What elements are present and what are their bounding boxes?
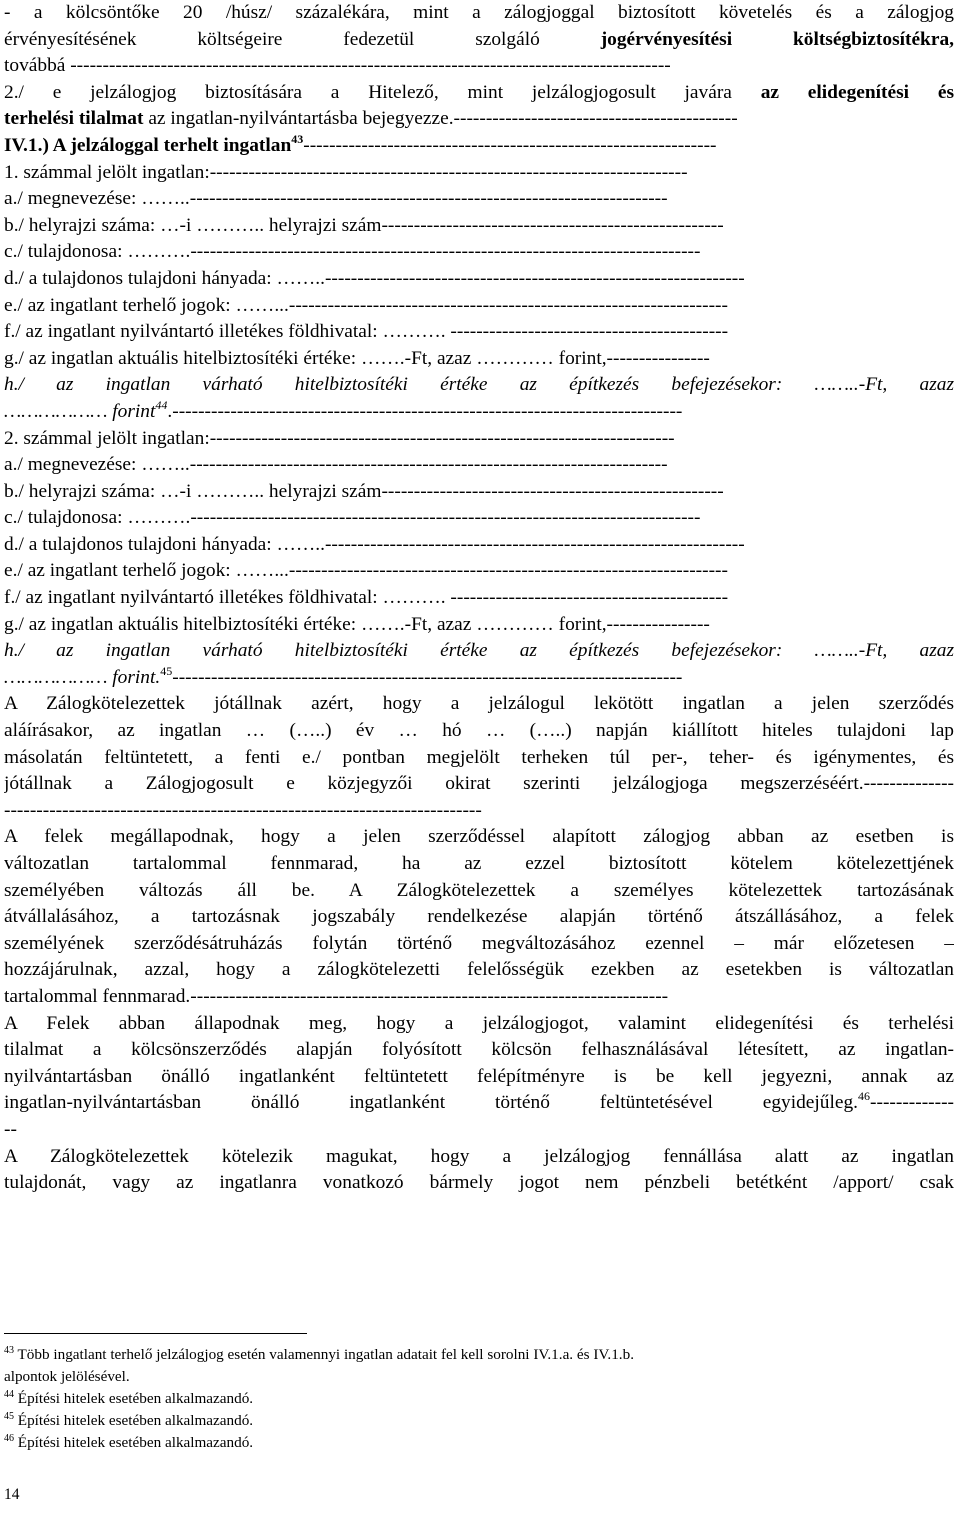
text-run: -------------: [870, 1092, 954, 1114]
footnote-text: Több ingatlant terhelő jelzálogjog esetén valamennyi ingatlan adatait fel kell sorolni IV.1.a. és IV.1.b.: [17, 1346, 634, 1363]
text-line: d./ a tulajdonos tulajdoni hányada: ……..-----------------------------------------------------------------: [4, 267, 745, 289]
text-line: 2. számmal jelölt ingatlan:------------------------------------------------------------------------: [4, 427, 675, 449]
footnote-text: Építési hitelek esetében alkalmazandó.: [17, 1390, 254, 1407]
text-line: A Zálogkötelezettek kötelezik magukat, hogy a jelzálogjog fennállása alatt az ingatlan: [4, 1145, 954, 1167]
text-line: c./ tulajdonosa: ……….-------------------------------------------------------------------------------: [4, 507, 701, 529]
footnote-text: alpontok jelölésével.: [4, 1368, 130, 1385]
text-line: tulajdonát, vagy az ingatlanra vonatkozó bármely jogot nem pénzbeli betétként /apport/ csak: [4, 1172, 954, 1194]
text-line: jótállnak a Zálogjogosult e közjegyzői okirat szerinti jelzálogjoga megszerzéséért.--------------: [4, 773, 954, 795]
text-line: [4, 638, 954, 665]
text-run: ----------------------------------------------------------------: [303, 134, 717, 156]
text-run: h./ az ingatlan várható hitelbiztosítéki értéke az építkezés befejezésekor: ……..-Ft, azaz: [4, 374, 954, 396]
footnote-ref: 45: [160, 664, 173, 678]
footnote: [4, 1432, 904, 1454]
text-line: --------------------------------------------------------------------------: [4, 799, 482, 821]
text-line: továbbá ---------------------------------------------------------------------------------------------: [4, 55, 671, 77]
text-line: e./ az ingatlant terhelő jogok: ……...--------------------------------------------------------------------: [4, 294, 728, 316]
page-number: 14: [4, 1486, 20, 1503]
text-run: IV.1.) A jelzáloggal terhelt ingatlan: [4, 134, 292, 156]
text-run: terhelési tilalmat: [4, 108, 144, 130]
footnote-text: Építési hitelek esetében alkalmazandó.: [17, 1412, 254, 1429]
text-run: ……………… forint: [4, 400, 156, 422]
text-line: átvállalásához, a tartozásnak jogszabály rendelkezése alapján történő átszállásához, a felek: [4, 906, 954, 928]
text-line: - a kölcsöntőke 20 /húsz/ százalékára, mint a zálogjoggal biztosított követelés és a zálogjog: [4, 2, 954, 23]
footnotes: [4, 1344, 904, 1454]
text-line: --: [4, 1118, 17, 1140]
text-line: g./ az ingatlan aktuális hitelbiztosítéki értéke: …….-Ft, azaz ………… forint,----------------: [4, 347, 710, 369]
text-line: f./ az ingatlant nyilvántartó illetékes földhivatal: ………. -------------------------------------------: [4, 587, 729, 609]
text-line: [4, 106, 954, 133]
footnote-number: 45: [4, 1411, 14, 1422]
text-run: -------------------------------------------------------------------------------: [172, 666, 683, 688]
text-line: A Felek abban állapodnak meg, hogy a jelzálogjogot, valamint elidegenítési és terhelési: [4, 1012, 954, 1034]
text-line: változatlan tartalommal fennmarad, ha az ezzel biztosított kötelem kötelezettjének: [4, 853, 954, 874]
text-run: ……………… forint.: [4, 666, 161, 688]
text-line: a./ megnevezése: ……..--------------------------------------------------------------------------: [4, 454, 668, 476]
footnote-ref: 44: [155, 398, 168, 412]
text-line: személyének szerződésátruházás folytán történő megváltozásához ezennel – már előzetesen –: [4, 932, 954, 954]
text-run: ingatlan-nyilvántartásban önálló ingatlanként történő feltüntetésével egyidejűleg.: [4, 1092, 859, 1114]
footnote: [4, 1388, 904, 1410]
text-line: A felek megállapodnak, hogy a jelen szerződéssel alapított zálogjog abban az esetben is: [4, 826, 954, 848]
text-line: [4, 80, 954, 107]
text-run: az ingatlan-nyilvántartásba bejegyezze.--------------------------------------------: [143, 108, 738, 130]
text-line: [4, 399, 954, 426]
text-line: tilalmat a kölcsönszerződés alapján folyósított kölcsön felhasználásával létesített, az ingatlan-: [4, 1039, 954, 1061]
text-run: h./ az ingatlan várható hitelbiztosítéki értéke az építkezés befejezésekor: ……..-Ft, azaz: [4, 640, 954, 662]
text-line: [4, 27, 954, 54]
text-line: c./ tulajdonosa: ……….-------------------------------------------------------------------------------: [4, 241, 701, 263]
text-line: a./ megnevezése: ……..--------------------------------------------------------------------------: [4, 188, 668, 210]
text-line: [4, 665, 954, 692]
text-run: érvényesítésének költségeire fedezetül szolgáló: [4, 28, 601, 50]
footnote-text: Építési hitelek esetében alkalmazandó.: [17, 1434, 254, 1451]
text-line: személyében változás áll be. A Zálogkötelezettek a személyes kötelezettek tartozásának: [4, 879, 954, 901]
text-line: másolatán feltüntetett, a fenti e./ pontban megjelölt terheken túl per-, teher- és igénymentes, és: [4, 746, 954, 768]
text-line: e./ az ingatlant terhelő jogok: ……...--------------------------------------------------------------------: [4, 560, 728, 582]
footnote: [4, 1410, 904, 1432]
text-line: hozzájárulnak, azzal, hogy a zálogkötelezetti felelősségük ezekben az esetekben is változatlan: [4, 959, 954, 981]
text-line: b./ helyrajzi száma: …-i ……….. helyrajzi szám-----------------------------------------------------: [4, 480, 724, 502]
footnote-number: 43: [4, 1345, 14, 1356]
text-line: d./ a tulajdonos tulajdoni hányada: ……..-----------------------------------------------------------------: [4, 533, 745, 555]
footnote: [4, 1366, 904, 1388]
text-line: nyilvántartásban önálló ingatlanként feltüntetett felépítményre is be kell jegyezni, annak az: [4, 1065, 954, 1087]
text-run: jogérvényesítési költségbiztosítékra,: [600, 28, 954, 50]
footnote-number: 44: [4, 1389, 14, 1400]
text-run: 2./ e jelzálogjog biztosítására a Hitelező, mint jelzálogjogosult javára: [4, 81, 761, 103]
footnote-ref: 46: [858, 1090, 871, 1104]
text-line: g./ az ingatlan aktuális hitelbiztosítéki értéke: …….-Ft, azaz ………… forint,----------------: [4, 613, 710, 635]
text-line: aláírásakor, az ingatlan … (…..) év … hó … (…..) napján kiállított hiteles tulajdoni lap: [4, 720, 954, 742]
text-line: [4, 133, 954, 160]
text-line: [4, 1090, 954, 1117]
text-run: .-------------------------------------------------------------------------------: [167, 400, 683, 422]
footnote-separator: [4, 1333, 307, 1334]
text-line: A Zálogkötelezettek jótállnak azért, hogy a jelzálogul lekötött ingatlan a jelen szerződés: [4, 693, 954, 715]
text-line: b./ helyrajzi száma: …-i ……….. helyrajzi szám-----------------------------------------------------: [4, 214, 724, 236]
text-line: tartalommal fennmarad.--------------------------------------------------------------------------: [4, 985, 669, 1007]
text-run: az elidegenítési és: [760, 81, 954, 103]
text-line: [4, 372, 954, 399]
footnote-ref: 43: [291, 132, 304, 146]
document-body: [4, 0, 954, 1197]
footnote: [4, 1344, 904, 1366]
footnote-number: 46: [4, 1433, 14, 1444]
text-line: 1. számmal jelölt ingatlan:--------------------------------------------------------------------------: [4, 161, 688, 183]
text-line: f./ az ingatlant nyilvántartó illetékes földhivatal: ………. -------------------------------------------: [4, 321, 729, 343]
